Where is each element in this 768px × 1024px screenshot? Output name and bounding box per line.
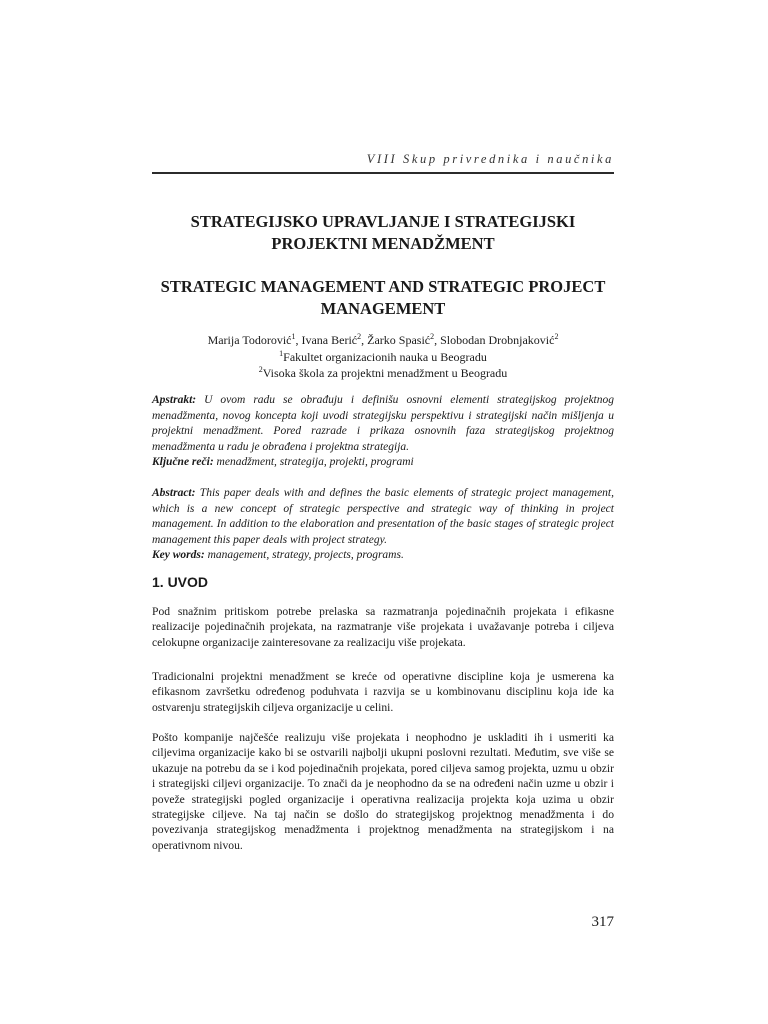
affiliation-line [152,349,614,366]
author-separator: , [361,333,368,347]
abstract-text: U ovom radu se obrađuju i definišu osnovni elementi strategijskog projektnog menadžmenta, novog koncepta koji uvodi strategijsku perspektivu i strategijski način mišljenja u projektni menadžment. Pored razrade i prikaza osnovnih faza strategijskog projektnog menadžmenta u radu je obrađena i projektna strategija. [152,394,614,453]
affiliation-mark: 2 [357,332,362,341]
running-head: VIII Skup privrednika i naučnika [366,152,614,166]
body-paragraph: Pošto kompanije najčešće realizuju više projekata i neophodno je uskladiti ih i usmeriti ka ciljevima organizacije kako bi se ostvarili najbolji ukupni poslovni rezultati. Međutim, sve više se ukazuje na potrebu da se i kod pojedinačnih projekata, pored ciljeva samog projekta, uzmu u obzir i strategijski ciljevi organizacije. To znači da je neophodno da se na određeni način uzme u obzir i poveže strategijski pogled organizacije i operativna realizacija projekta koja uzima u obzir strategijske ciljeve. Na taj način se došlo do strategijskog projektnog menadžmenta i do povezivanja strategijskog menadžmenta i projektnog menadžmenta na strategijskom i na operativnom nivou. [152,731,614,852]
affiliation-line [152,365,614,382]
author-separator: , [295,333,302,347]
header-rule [152,172,614,174]
author-line [152,332,614,349]
affiliation-mark: 2 [258,365,263,374]
affiliation-mark: 2 [554,332,559,341]
affiliation-mark: 2 [430,332,435,341]
abstract-label: Apstrakt: [152,394,197,406]
title-serbian: STRATEGIJSKO UPRAVLJANJE I STRATEGIJSKI PROJEKTNI MENADŽMENT [190,212,576,253]
keywords-label: Key words: [152,549,205,562]
keywords-line [152,548,614,564]
affiliation-text: Fakultet organizacionih nauka u Beogradu [283,349,487,364]
title-english: STRATEGIC MANAGEMENT AND STRATEGIC PROJECT MANAGEMENT [160,277,606,318]
affiliation-mark: 1 [291,332,296,341]
affiliation-text: Visoka škola za projektni menadžment u Beogradu [262,366,508,380]
keywords-label: Ključne reči: [152,456,214,469]
abstract-serbian [152,393,614,471]
keywords-text: menadžment, strategija, projekti, programi [213,456,414,469]
author-name: Ivana Berić [301,333,358,347]
body-paragraph: Pod snažnim pritiskom potrebe prelaska sa razmatranja pojedinačnih projekata i efikasne realizacije pojedinačnih projekata, na razmatranje više projekata i uvažavanje potreba i ciljeva celokupne organizacije zainteresovane za realizaciju više projekata. [152,605,614,649]
author-separator: , [434,333,441,347]
affiliation-mark: 1 [279,348,284,358]
author-name: Slobodan Drobnjaković [440,333,555,347]
section-heading: 1. UVOD [152,574,209,590]
author-name: Marija Todorović [207,333,292,347]
abstract-label: Abstract: [152,487,196,499]
abstract-text: This paper deals with and defines the basic elements of strategic project management, which is a new concept of strategic perspective and strategic way of thinking in project management. In addition to the elaboration and presentation of the basic stages of strategic project management this paper deals with project strategy. [152,487,614,546]
body-paragraph: Tradicionalni projektni menadžment se kreće od operativne discipline koja je usmerena ka efikasnom završetku određenog poduhvata i razvija se u kombinovanu disciplinu koja ide ka ostvarenju strategijskih ciljeva organizacije u celini. [152,670,614,714]
abstract-english [152,486,614,564]
keywords-text: management, strategy, projects, programs. [204,549,404,562]
author-block [152,332,614,382]
keywords-line [152,455,614,471]
page-number: 317 [591,914,614,930]
author-name: Žarko Spasić [367,333,431,347]
